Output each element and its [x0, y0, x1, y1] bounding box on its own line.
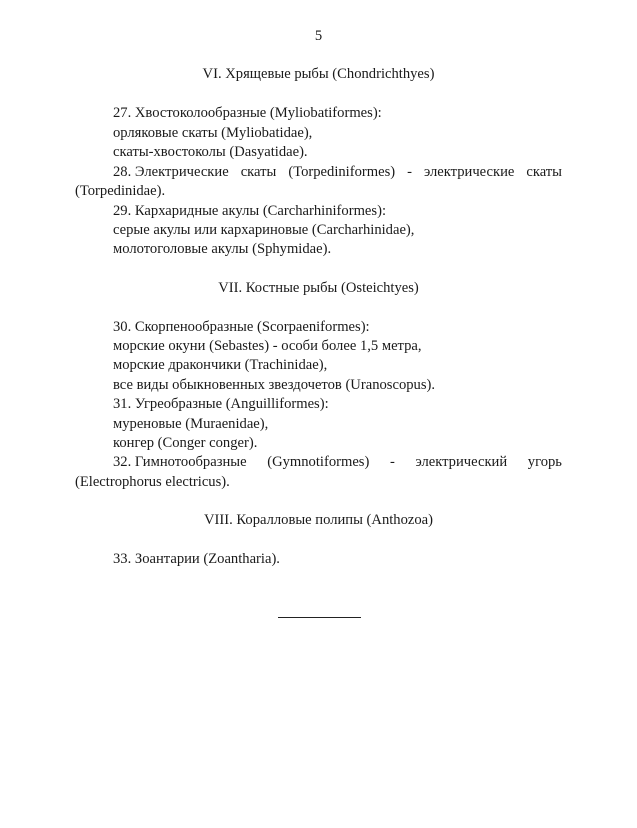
section-heading-6: VI. Хрящевые рыбы (Chondrichthyes) — [202, 66, 435, 82]
list-item-29: 29. Кархаридные акулы (Carcharhiniformes): — [113, 203, 386, 219]
list-subitem: морские дракончики (Trachinidae), — [113, 357, 328, 373]
word: - — [407, 164, 412, 180]
list-item-30: 30. Скорпенообразные (Scorpaeniformes): — [113, 319, 370, 335]
list-item-32-continuation: (Electrophorus electricus). — [75, 474, 230, 490]
list-item-28 — [75, 164, 562, 181]
list-item-33: 33. Зоантарии (Zoantharia). — [113, 551, 280, 567]
section-heading-7: VII. Костные рыбы (Osteichtyes) — [218, 280, 419, 296]
section-heading-8: VIII. Коралловые полипы (Anthozoa) — [203, 512, 434, 528]
list-item-31: 31. Угреобразные (Anguilliformes): — [113, 396, 329, 412]
word: (Gymnotiformes) — [267, 454, 370, 470]
word: - — [389, 454, 395, 470]
word: скаты — [240, 164, 277, 180]
list-item-32 — [75, 454, 562, 471]
word: скаты — [526, 164, 562, 180]
end-rule — [278, 617, 361, 618]
list-subitem: конгер (Conger conger). — [113, 435, 258, 451]
word: 28. Электрические — [113, 164, 229, 180]
list-subitem: орляковые скаты (Myliobatidae), — [113, 125, 313, 141]
list-subitem: морские окуни (Sebastes) - особи более 1,5 метра, — [113, 338, 422, 354]
word: (Torpediniformes) — [288, 164, 396, 180]
list-item-28-continuation: (Torpedinidae). — [75, 183, 166, 199]
list-subitem: скаты-хвостоколы (Dasyatidae). — [113, 144, 308, 160]
list-subitem: муреновые (Muraenidae), — [113, 416, 269, 432]
list-subitem: серые акулы или кархариновые (Carcharhinidae), — [113, 222, 415, 238]
word: угорь — [527, 454, 562, 470]
word: 32. Гимнотообразные — [113, 454, 247, 470]
word: электрический — [415, 454, 508, 470]
page-number: 5 — [314, 28, 323, 44]
list-subitem: молотоголовые акулы (Sphymidae). — [113, 241, 332, 257]
list-subitem: все виды обыкновенных звездочетов (Uranoscopus). — [113, 377, 436, 393]
list-item-27: 27. Хвостоколообразные (Myliobatiformes): — [113, 105, 382, 121]
word: электрические — [424, 164, 515, 180]
